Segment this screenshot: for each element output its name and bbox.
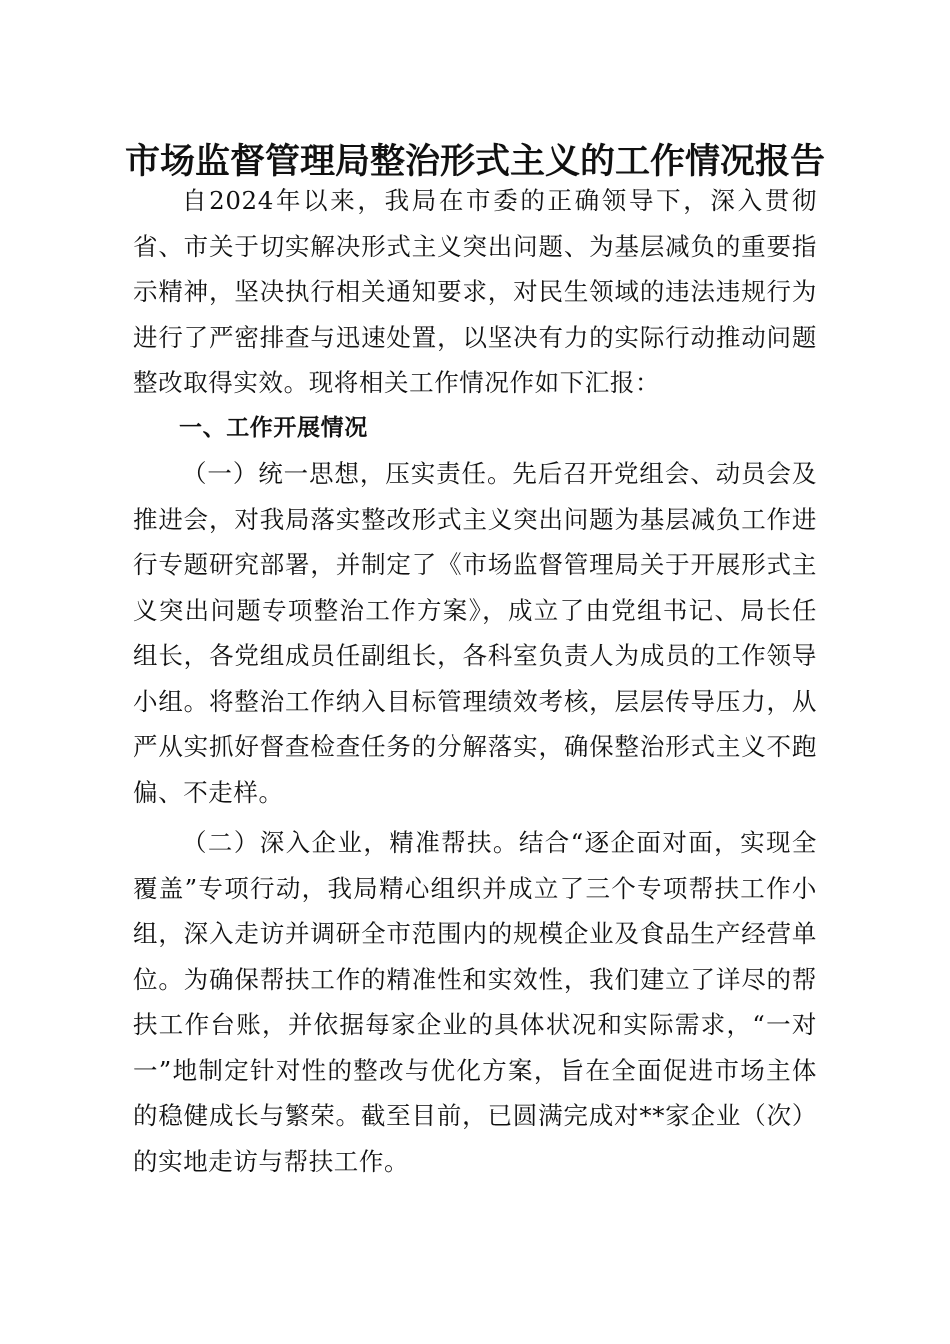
intro-paragraph: 自2024年以来，我局在市委的正确领导下，深入贯彻省、市关于切实解决形式主义突出问题、为基层减负的重要指示精神，坚决执行相关通知要求，对民生领域的违法违规行为进行了严密排查与迅速处置，以坚决有力的实际行动推动问题整改取得实效。现将相关工作情况作如下汇报： <box>133 186 817 397</box>
document-body <box>133 178 817 1184</box>
document-title: 市场监督管理局整治形式主义的工作情况报告 <box>124 141 825 182</box>
paragraph-two: （二）深入企业，精准帮扶。结合“逐企面对面，实现全覆盖”专项行动，我局精心组织并成立了三个专项帮扶工作小组，深入走访并调研全市范围内的规模企业及食品生产经营单位。为确保帮扶工作的精准性和实效性，我们建立了详尽的帮扶工作台账，并依据每家企业的具体状况和实际需求，“一对一”地制定针对性的整改与优化方案，旨在全面促进市场主体的稳健成长与繁荣。截至目前，已圆满完成对**家企业（次）的实地走访与帮扶工作。 <box>133 828 817 1176</box>
paragraph-one: （一）统一思想，压实责任。先后召开党组会、动员会及推进会，对我局落实整改形式主义突出问题为基层减负工作进行专题研究部署，并制定了《市场监督管理局关于开展形式主义突出问题专项整治工作方案》，成立了由党组书记、局长任组长，各党组成员任副组长，各科室负责人为成员的工作领导小组。将整治工作纳入目标管理绩效考核，层层传导压力，从严从实抓好督查检查任务的分解落实，确保整治形式主义不跑偏、不走样。 <box>133 459 817 807</box>
section-heading: 一、工作开展情况 <box>179 414 368 441</box>
